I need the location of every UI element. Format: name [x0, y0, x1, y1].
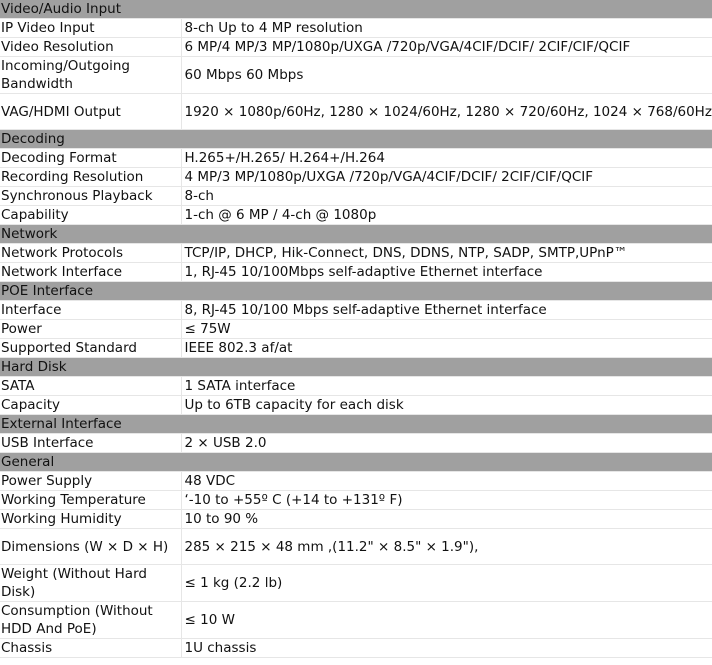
spec-label: Capacity — [0, 396, 181, 415]
section-title: Video/Audio Input — [0, 0, 712, 19]
spec-label: Video Resolution — [0, 38, 181, 57]
spec-label: Decoding Format — [0, 149, 181, 168]
spec-value: IEEE 802.3 af/at — [181, 339, 712, 358]
section-header-hard-disk — [0, 358, 712, 377]
spec-label: Chassis — [0, 639, 181, 658]
spec-label: Interface — [0, 301, 181, 320]
spec-label: Working Temperature — [0, 491, 181, 510]
spec-value: 6 MP/4 MP/3 MP/1080p/UXGA /720p/VGA/4CIF/DCIF/ 2CIF/CIF/QCIF — [181, 38, 712, 57]
spec-label: Dimensions (W × D × H) — [0, 529, 181, 565]
spec-label: Power — [0, 320, 181, 339]
section-header-external-interface — [0, 415, 712, 434]
spec-value: Up to 6TB capacity for each disk — [181, 396, 712, 415]
spec-value: 1, RJ-45 10/100Mbps self-adaptive Ethernet interface — [181, 263, 712, 282]
spec-value: 1-ch @ 6 MP / 4-ch @ 1080p — [181, 206, 712, 225]
table-row — [0, 301, 712, 320]
section-title: POE Interface — [0, 282, 712, 301]
table-row — [0, 339, 712, 358]
section-header-poe-interface — [0, 282, 712, 301]
table-row — [0, 565, 712, 602]
spec-label: IP Video Input — [0, 19, 181, 38]
spec-label: Capability — [0, 206, 181, 225]
spec-label: Recording Resolution — [0, 168, 181, 187]
table-row — [0, 149, 712, 168]
spec-value: ≤ 75W — [181, 320, 712, 339]
spec-label: Working Humidity — [0, 510, 181, 529]
spec-value: 8-ch — [181, 187, 712, 206]
spec-value: 1920 × 1080p/60Hz, 1280 × 1024/60Hz, 1280 × 720/60Hz, 1024 × 768/60Hz — [181, 94, 712, 130]
spec-label: Synchronous Playback — [0, 187, 181, 206]
table-row — [0, 19, 712, 38]
spec-label: Incoming/Outgoing Bandwidth — [0, 57, 181, 94]
table-row — [0, 396, 712, 415]
spec-value: TCP/IP, DHCP, Hik-Connect, DNS, DDNS, NTP, SADP, SMTP,UPnP™ — [181, 244, 712, 263]
spec-label: Supported Standard — [0, 339, 181, 358]
spec-value: ≤ 10 W — [181, 602, 712, 639]
spec-value: 1U chassis — [181, 639, 712, 658]
table-row — [0, 206, 712, 225]
table-row — [0, 38, 712, 57]
spec-label: Weight (Without Hard Disk) — [0, 565, 181, 602]
table-row — [0, 57, 712, 94]
table-row — [0, 263, 712, 282]
table-row — [0, 639, 712, 658]
table-row — [0, 244, 712, 263]
spec-label: Network Protocols — [0, 244, 181, 263]
table-row — [0, 187, 712, 206]
spec-value: 8, RJ-45 10/100 Mbps self-adaptive Ethernet interface — [181, 301, 712, 320]
spec-value: ≤ 1 kg (2.2 lb) — [181, 565, 712, 602]
spec-value: 2 × USB 2.0 — [181, 434, 712, 453]
spec-value: 10 to 90 % — [181, 510, 712, 529]
spec-label: Power Supply — [0, 472, 181, 491]
table-row — [0, 434, 712, 453]
spec-label: VAG/HDMI Output — [0, 94, 181, 130]
spec-label: Network Interface — [0, 263, 181, 282]
spec-value: H.265+/H.265/ H.264+/H.264 — [181, 149, 712, 168]
section-header-general — [0, 453, 712, 472]
spec-label: USB Interface — [0, 434, 181, 453]
section-header-network — [0, 225, 712, 244]
table-row — [0, 529, 712, 565]
spec-label: SATA — [0, 377, 181, 396]
table-row — [0, 94, 712, 130]
table-row — [0, 320, 712, 339]
section-title: Decoding — [0, 130, 712, 149]
section-title: External Interface — [0, 415, 712, 434]
table-row — [0, 491, 712, 510]
table-row — [0, 472, 712, 491]
spec-label: Consumption (Without HDD And PoE) — [0, 602, 181, 639]
section-title: Network — [0, 225, 712, 244]
section-header-video-audio-input — [0, 0, 712, 19]
table-row — [0, 602, 712, 639]
section-header-decoding — [0, 130, 712, 149]
spec-value: 8-ch Up to 4 MP resolution — [181, 19, 712, 38]
table-row — [0, 510, 712, 529]
spec-value: 4 MP/3 MP/1080p/UXGA /720p/VGA/4CIF/DCIF/ 2CIF/CIF/QCIF — [181, 168, 712, 187]
section-title: Hard Disk — [0, 358, 712, 377]
section-title: General — [0, 453, 712, 472]
table-row — [0, 168, 712, 187]
spec-value: 1 SATA interface — [181, 377, 712, 396]
table-row — [0, 377, 712, 396]
spec-value: 285 × 215 × 48 mm ,(11.2" × 8.5" × 1.9"), — [181, 529, 712, 565]
spec-value: 48 VDC — [181, 472, 712, 491]
spec-value: 60 Mbps 60 Mbps — [181, 57, 712, 94]
spec-value: ‘-10 to +55º C (+14 to +131º F) — [181, 491, 712, 510]
